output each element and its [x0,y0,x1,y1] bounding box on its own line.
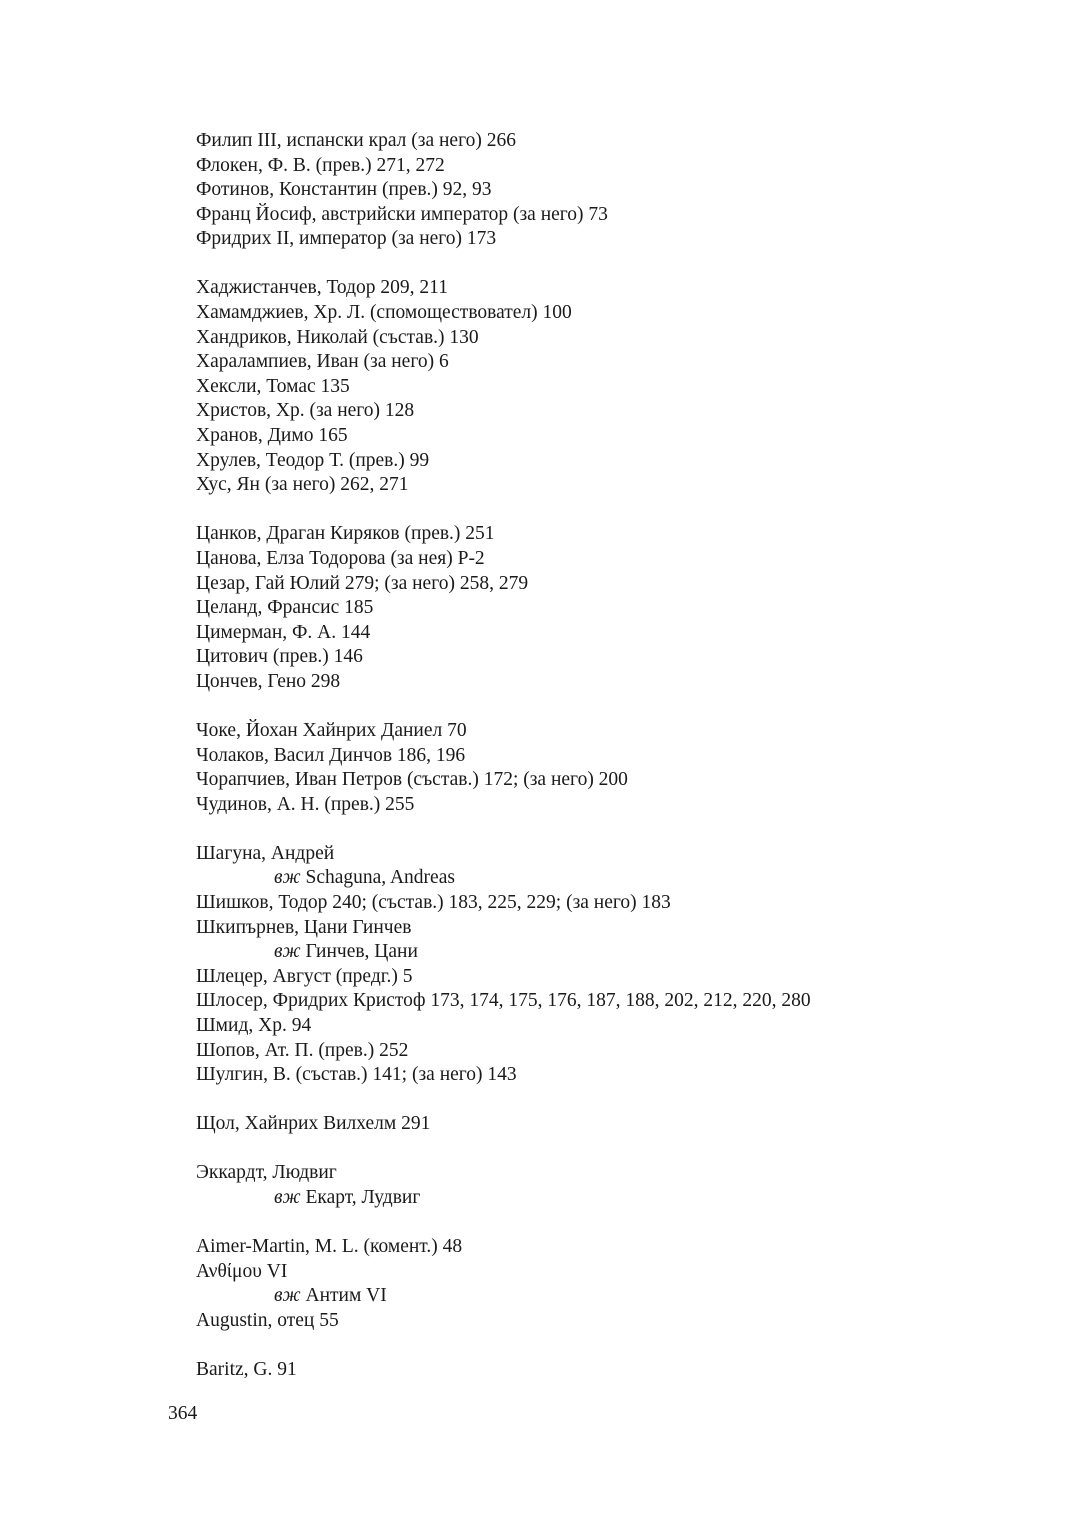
index-entry [196,645,1056,670]
index-entry-text: Чудинов, А. Н. (прев.) 255 [196,793,415,815]
index-entry-text: Франц Йосиф, австрийски император (за него) 73 [196,203,608,225]
index-letter-group [196,719,1056,817]
index-entry-text: Гинчев, Цани [305,941,418,963]
index-entry-text: Цончев, Гено 298 [196,670,341,692]
index-entry-text: Хранов, Димо 165 [196,425,348,447]
index-entry [196,449,1056,474]
index-entry [196,1063,1056,1088]
index-entry [196,719,1056,744]
index-entry [196,1039,1056,1064]
index-entry [196,1358,1056,1383]
index-entry-text: Хус, Ян (за него) 262, 271 [196,474,409,496]
page-number: 364 [168,1403,198,1424]
index-letter-group [196,1161,1056,1210]
index-entry [196,301,1056,326]
index-cross-reference [196,866,1056,891]
index-letter-group [196,129,1056,252]
see-also-marker: вж [274,867,301,889]
index-entry [196,670,1056,695]
index-cross-reference [196,1284,1056,1309]
index-entry [196,768,1056,793]
index-entry [196,522,1056,547]
index-entry-text: Чолаков, Васил Динчов 186, 196 [196,744,466,766]
index-entry-text: Филип III, испански крал (за него) 266 [196,130,516,151]
index-entry-text: Ανθίμου VI [196,1260,288,1282]
index-entry [196,842,1056,867]
index-entry-text: Шишков, Тодор 240; (състав.) 183, 225, 229; (за него) 183 [196,892,671,914]
index-entry-text: Augustin, отец 55 [196,1309,339,1331]
index-entry-text: Шулгин, В. (състав.) 141; (за него) 143 [196,1064,517,1086]
index-entry [196,326,1056,351]
index-entry [196,621,1056,646]
index-entry-text: Шкипърнев, Цани Гинчев [196,916,412,938]
index-entry-text: Щол, Хайнрих Вилхелм 291 [196,1113,431,1135]
index-entry [196,793,1056,818]
index-entry-text: Цанков, Драган Киряков (прев.) 251 [196,523,495,545]
index-entry [196,916,1056,941]
index-entry-text: Христов, Хр. (за него) 128 [196,400,415,422]
index-entry [196,1260,1056,1285]
index-entry-text: Целанд, Франсис 185 [196,597,374,619]
index-entry [196,154,1056,179]
index-entry-text: Фридрих II, император (за него) 173 [196,228,497,250]
index-entry-text: Baritz, G. 91 [196,1358,297,1380]
index-entry [196,1161,1056,1186]
index-letter-group [196,842,1056,1088]
index-entry-text: Цезар, Гай Юлий 279; (за него) 258, 279 [196,572,529,594]
index-entry [196,178,1056,203]
index-entry [196,1235,1056,1260]
index-entry [196,350,1056,375]
index-entry [196,1112,1056,1137]
index-entry-text: Цимерман, Ф. А. 144 [196,621,371,643]
index-entry-text: Шлецер, Август (предг.) 5 [196,965,413,987]
index-entry-text: Aimer-Martin, M. L. (комент.) 48 [196,1236,463,1258]
index-entry-text: Хексли, Томас 135 [196,375,350,397]
index-entry [196,473,1056,498]
index-entry-text: Харалампиев, Иван (за него) 6 [196,351,449,373]
index-letter-group [196,1112,1056,1137]
index-entry [196,203,1056,228]
index-entry-text: Цанова, Елза Тодорова (за нея) Р-2 [196,547,485,569]
index-entry [196,1309,1056,1334]
index-entry [196,965,1056,990]
index-list [196,129,1056,1407]
index-entry-text: Хандриков, Николай (състав.) 130 [196,326,479,348]
index-entry [196,1014,1056,1039]
index-entry [196,375,1056,400]
index-entry [196,129,1056,154]
index-entry-text: Хрулев, Теодор Т. (прев.) 99 [196,449,430,471]
index-letter-group [196,1358,1056,1383]
index-entry [196,989,1056,1014]
see-also-marker: вж [274,1186,301,1208]
index-entry [196,744,1056,769]
index-entry [196,572,1056,597]
index-entry-text: Екарт, Лудвиг [305,1186,421,1208]
index-entry-text: Чорапчиев, Иван Петров (състав.) 172; (за него) 200 [196,769,628,791]
index-entry-text: Шмид, Хр. 94 [196,1015,312,1036]
index-entry [196,891,1056,916]
index-letter-group [196,276,1056,497]
see-also-marker: вж [274,941,301,963]
index-entry [196,399,1056,424]
index-entry-text: Хаджистанчев, Тодор 209, 211 [196,277,448,299]
index-entry-text: Флокен, Ф. В. (прев.) 271, 272 [196,154,445,176]
index-cross-reference [196,1186,1056,1211]
index-entry-text: Цитович (прев.) 146 [196,646,363,668]
index-entry-text: Шлосер, Фридрих Кристоф 173, 174, 175, 176, 187, 188, 202, 212, 220, 280 [196,990,811,1012]
index-entry-text: Фотинов, Константин (прев.) 92, 93 [196,179,492,201]
index-entry-text: Шагуна, Андрей [196,842,335,864]
index-entry [196,547,1056,572]
index-entry [196,596,1056,621]
index-entry [196,424,1056,449]
index-entry [196,276,1056,301]
index-cross-reference [196,940,1056,965]
see-also-marker: вж [274,1285,301,1307]
index-entry [196,227,1056,252]
index-letter-group [196,1235,1056,1333]
index-entry-text: Schaguna, Andreas [305,867,455,889]
index-entry-text: Антим VI [305,1285,387,1307]
index-letter-group [196,522,1056,694]
index-entry-text: Эккардт, Людвиг [196,1162,337,1184]
index-entry-text: Хамамджиев, Хр. Л. (спомоществовател) 100 [196,302,572,324]
index-entry-text: Чоке, Йохан Хайнрих Даниел 70 [196,719,467,741]
index-entry-text: Шопов, Ат. П. (прев.) 252 [196,1039,409,1061]
